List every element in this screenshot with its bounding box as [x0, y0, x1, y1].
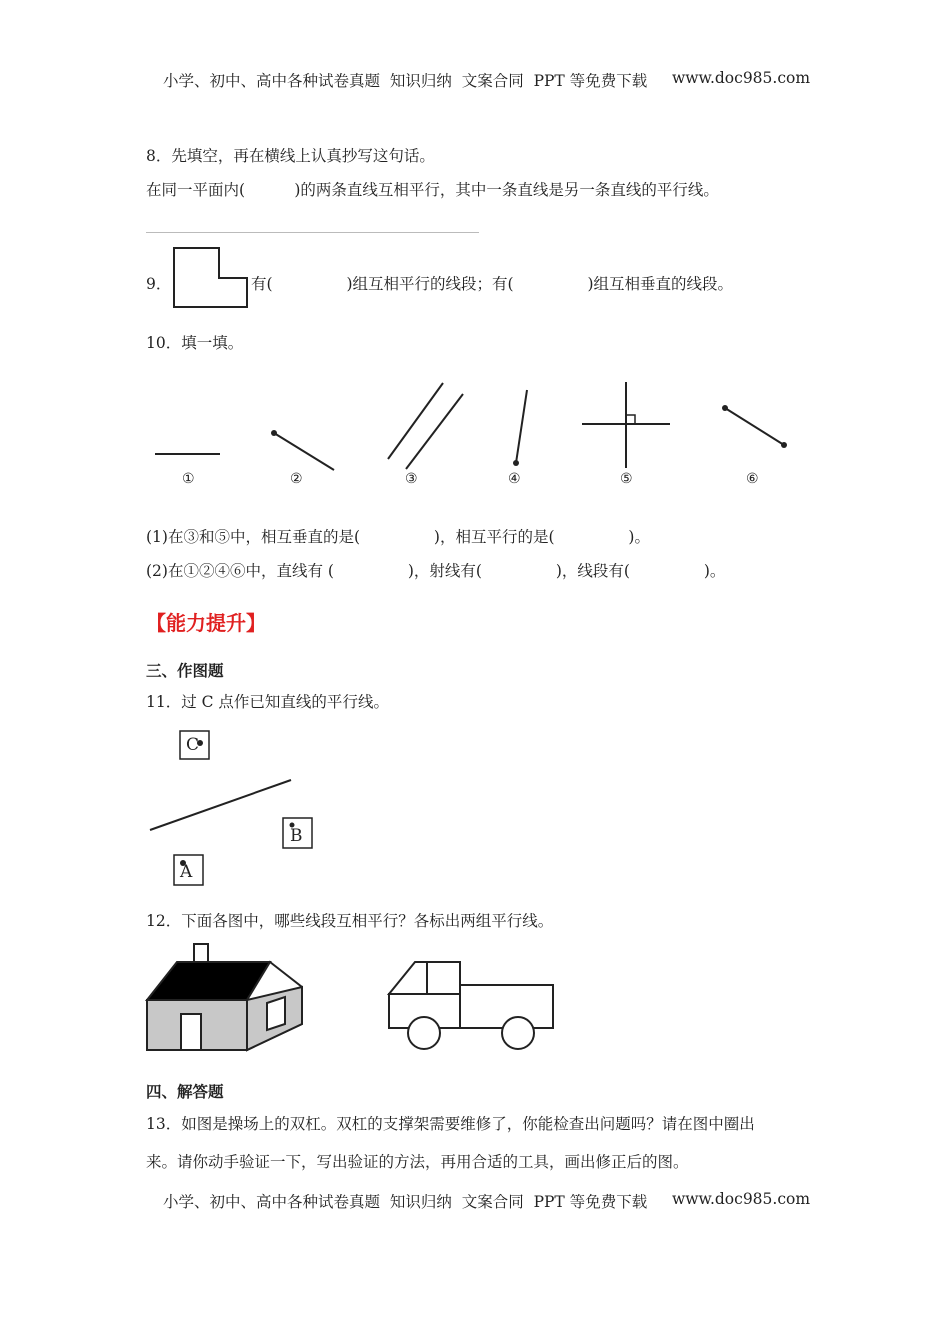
section-3-title: 三、作图题: [146, 662, 224, 680]
q10-sub1: (1)在③和⑤中，相互垂直的是( )，相互平行的是( )。: [146, 528, 650, 546]
figure-6-segment: [725, 408, 784, 445]
q10-sub2: (2)在①②④⑥中，直线有 ( )，射线有( )，线段有( )。: [146, 562, 726, 580]
q8-sentence: 在同一平面内( )的两条直线互相平行，其中一条直线是另一条直线的平行线。: [146, 181, 719, 199]
q9-text: 有( )组互相平行的线段；有( )组互相垂直的线段。: [251, 275, 734, 293]
q12-text: 12．下面各图中，哪些线段互相平行？各标出两组平行线。: [146, 912, 554, 930]
q8-writing-line[interactable]: [146, 232, 479, 233]
point-c-label: C: [186, 735, 200, 755]
figure-4-endpoint: [513, 460, 519, 466]
figure-label-2: ②: [290, 471, 303, 487]
q11-figure: [145, 728, 325, 888]
section-4-title: 四、解答题: [146, 1083, 224, 1101]
point-b-label: B: [290, 826, 303, 846]
figure-label-4: ④: [508, 471, 521, 487]
footer-text: 小学、初中、高中各种试卷真题 知识归纳 文案合同 PPT 等免费下载: [163, 1193, 648, 1211]
q9-number: 9．: [146, 275, 172, 293]
house-figure: [147, 944, 302, 1050]
figure-3-line-b: [406, 394, 463, 469]
given-line: [150, 780, 291, 830]
q10-title: 10．填一填。: [146, 334, 244, 352]
point-a-label: A: [180, 862, 193, 882]
section-ability-title: 【能力提升】: [146, 611, 266, 635]
figure-2-endpoint: [271, 430, 277, 436]
q8-prompt: 8．先填空，再在横线上认真抄写这句话。: [146, 147, 435, 165]
q11-text: 11．过 C 点作已知直线的平行线。: [146, 693, 389, 711]
figure-4-ray: [516, 390, 527, 463]
q9-l-shape-figure: [173, 247, 249, 309]
figure-3-line-a: [388, 383, 443, 459]
footer-url[interactable]: www.doc985.com: [672, 1190, 811, 1208]
header-url[interactable]: www.doc985.com: [672, 69, 811, 87]
figure-label-5: ⑤: [620, 471, 633, 487]
figure-label-6: ⑥: [746, 471, 759, 487]
figure-label-3: ③: [405, 471, 418, 487]
figure-5-right-angle-mark: [626, 415, 635, 424]
q13-line2: 来。请你动手验证一下，写出验证的方法，再用合适的工具，画出修正后的图。: [146, 1153, 689, 1171]
figure-2-ray: [274, 433, 334, 470]
q10-figures: [140, 370, 820, 500]
q12-figures: [145, 942, 565, 1054]
header-text: 小学、初中、高中各种试卷真题 知识归纳 文案合同 PPT 等免费下载: [163, 72, 648, 90]
q13-line1: 13．如图是操场上的双杠。双杠的支撑架需要维修了，你能检查出问题吗？请在图中圈出: [146, 1115, 755, 1133]
figure-label-1: ①: [182, 471, 195, 487]
truck-figure: [389, 962, 553, 1049]
